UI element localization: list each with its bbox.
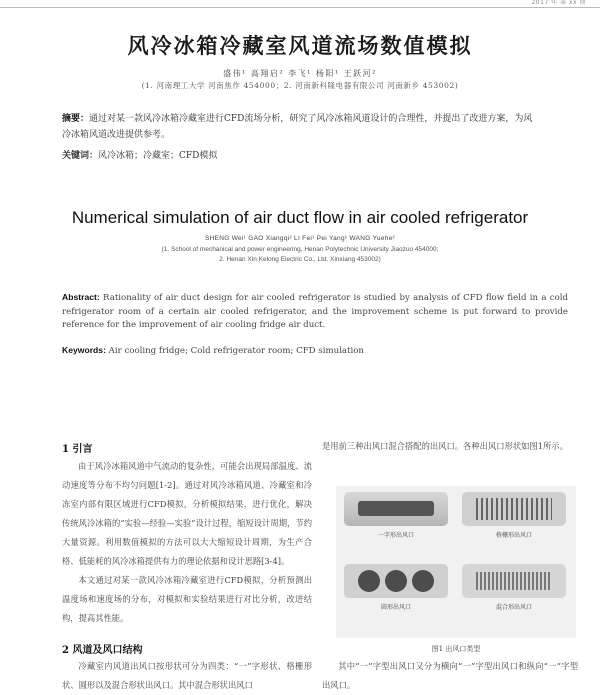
mixed-outlet-caption: 混合形出风口 [495,604,532,611]
outlet-figure [336,486,576,638]
section1-paragraph2 [62,571,312,628]
round-outlet-photo [344,564,448,598]
grille-outlet-caption: 格栅形出风口 [495,532,532,539]
keywords-cn-text: 风冷冰箱；冷藏室；CFD模拟 [98,151,218,161]
right-p2-text: 其中“一”字型出风口又分为横向“一”字型出风口和纵向“一”字型出风口。 [322,661,578,690]
grille-shape [476,498,552,520]
section1-p2-text: 本文通过对某一款风冷冰箱冷藏室进行CFD模拟，分析预测出温度场和速度场的分布，对模拟和实验结果进行对比分析，改进结构，提高其性能。 [62,575,312,623]
keywords-en [62,345,568,356]
right-paragraph2 [322,657,578,695]
abstract-cn-label: 摘要： [62,114,90,124]
section1-p1-text: 由于风冷冰箱风道中气流动的复杂性，可能会出现局部温度、流动速度等分布不均匀问题[1-2]。通过对风冷冰箱风道、冷藏室和冷冻室内部有限区域进行CFD模拟，分析模拟结果，进行优化，解决传统风冷冰箱的“实验—经验—实验”设计过程，缩短设计周期，节约大量资源。利用数值模拟的方法可以大大缩短设计周期，为生产合格、低能耗的风冷冰箱提供有力的理论依据和设计思路[3-4]。 [62,461,312,566]
paper-title-cn: 风冷冰箱冷藏室风道流场数值模拟 [127,33,473,58]
round-hole [412,570,434,592]
grille-outlet-photo [462,492,566,526]
abstract-en [62,291,568,333]
slot-shape [358,501,434,516]
round-hole [358,570,380,592]
slot-outlet-photo [344,492,448,526]
affiliation-en-line2: 2. Henan Xin Kelong Electric Co., Ltd. Xinxiang 453002) [219,256,381,263]
section2-heading: 2 风道及风口结构 [62,645,143,656]
mixed-outlet-photo [462,564,566,598]
section2-p1-text: 冷藏室内风道出风口按形状可分为四类：“一”字形状、格栅形状、圆形以及混合形状出风口。其中混合形状出风口 [62,661,312,690]
authors-cn: 盛伟¹ 高翔启² 李飞¹ 杨阳¹ 王跃河² [223,69,377,78]
abstract-en-text: Rationality of air duct design for air cooled refrigerator is studied by analysis of CFD flow field in a cold refrigerator room of a certain air cooled refrigerator, and the improvement scheme is put forward to provide reference for the improvement of air cooling fridge air duct. [62,293,569,330]
affiliation-en-line1: (1. School of mechanical and power engineering, Henan Polytechnic University Jiaozuo 454000; [161,246,439,253]
authors-en: SHENG Wei¹ GAO Xiangqi² LI Fei¹ Pei Yang¹ WANG Yuehe² [204,235,396,242]
mixed-shape [476,572,552,590]
abstract-cn [62,111,540,143]
section1-paragraph1 [62,457,312,571]
keywords-cn-label: 关键词： [62,151,99,161]
paper-title-en: Numerical simulation of air duct flow in air cooled refrigerator [71,208,529,227]
round-outlet-caption: 圆形出风口 [380,604,411,611]
section2-paragraph1 [62,657,312,695]
keywords-en-text: Air cooling fridge; Cold refrigerator room; CFD simulation [108,346,364,356]
section1-heading: 1 引言 [62,444,93,455]
keywords-cn [62,148,540,161]
figure-caption: 图1 出风口类型 [431,645,481,653]
affiliation-cn: (1. 河南理工大学 河南焦作 454000；2. 河南新科隆电器有限公司 河南新乡 453002) [141,81,459,90]
top-rule [0,0,600,8]
right-paragraph1: 是用前三种出风口混合搭配的出风口。各种出风口形状如图1所示。 [322,441,568,451]
keywords-en-label: Keywords: [62,345,106,355]
slot-outlet-caption: 一字形出风口 [377,532,414,539]
running-header: 2017 年 第 xx 期 [531,0,586,6]
abstract-cn-text: 通过对某一款风冷冰箱冷藏室进行CFD流场分析，研究了风冷冰箱风道设计的合理性，并提出了改进方案，为风冷冰箱风道改进提供参考。 [62,114,533,140]
round-hole [385,570,407,592]
abstract-en-label: Abstract: [62,292,100,302]
